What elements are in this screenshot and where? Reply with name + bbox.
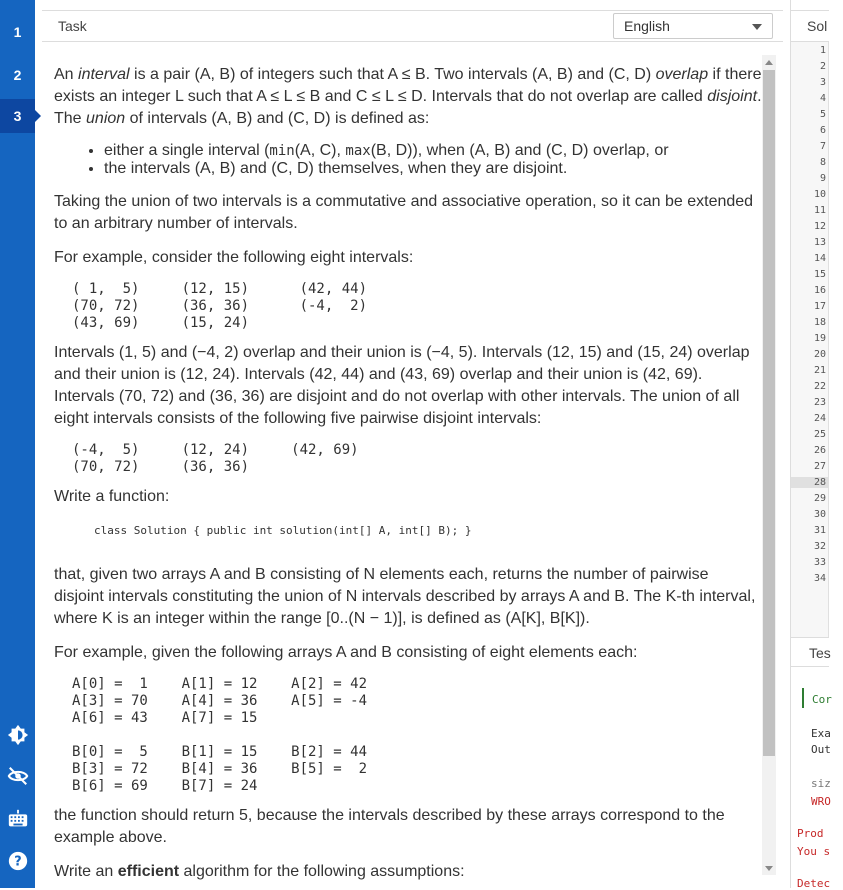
line-number: 30 <box>813 509 826 520</box>
line-number: 20 <box>813 349 826 360</box>
line-number: 33 <box>813 557 826 568</box>
paragraph-commutative: Taking the union of two intervals is a commutative and associative operation, so it can be extended to an arbitrary number of intervals. <box>54 193 754 232</box>
eye-off-icon[interactable] <box>6 764 29 787</box>
line-number: 14 <box>813 253 826 264</box>
line-number: 1 <box>819 45 826 56</box>
line-number: 9 <box>819 173 826 184</box>
paragraph-return: the function should return 5, because the intervals described by these arrays correspond to the example above. <box>54 807 725 846</box>
line-number: 13 <box>813 237 826 248</box>
task-header <box>42 10 783 42</box>
sidebar <box>0 0 35 888</box>
line-number: 24 <box>813 413 826 424</box>
disjoint-intervals-code: (-4, 5) (12, 24) (42, 69) (70, 72) (36, 36) <box>72 442 359 475</box>
line-number: 12 <box>813 221 826 232</box>
line-number: 25 <box>813 429 826 440</box>
paragraph-assumptions: Write an efficient algorithm for the following assumptions: <box>54 863 465 880</box>
paragraph-function-spec: that, given two arrays A and B consisting of N elements each, returns the number of pairwise disjoint intervals constituting the union of N intervals described by arrays A and B. The K-th interval, where K is an integer within the range [0..(N − 1)], is defined as (A[K], B[K]). <box>54 566 756 627</box>
paragraph-arrays-example: For example, given the following arrays A and B consisting of eight elements each: <box>54 644 638 661</box>
test-output-line: Prod <box>797 827 824 840</box>
scroll-up-icon[interactable] <box>765 60 773 65</box>
test-output-line: You s <box>797 845 831 858</box>
line-number: 31 <box>813 525 826 536</box>
task-title: Task <box>58 18 87 34</box>
line-number: 19 <box>813 333 826 344</box>
language-select[interactable] <box>613 13 773 39</box>
line-number: 7 <box>819 141 826 152</box>
line-number: 23 <box>813 397 826 408</box>
union-definition-list <box>104 142 762 177</box>
help-icon[interactable] <box>6 849 29 872</box>
line-number: 16 <box>813 285 826 296</box>
line-number: 28 <box>791 477 828 488</box>
test-output-line: Cor <box>812 693 832 706</box>
paragraph-example-intro: For example, consider the following eight intervals: <box>54 249 414 266</box>
chevron-down-icon <box>752 24 762 30</box>
paragraph-write-function: Write a function: <box>54 488 170 505</box>
nav-task-1[interactable]: 1 <box>13 24 22 40</box>
line-number: 32 <box>813 541 826 552</box>
line-number: 21 <box>813 365 826 376</box>
solution-header: Sol <box>791 10 829 42</box>
paragraph-definition: An interval is a pair (A, B) of integers such that A ≤ B. Two intervals (A, B) and (C, D) overlap if there exists an integer L such that A ≤ L ≤ B and C ≤ L ≤ D. Intervals that do not overlap are called disjoint. The union of intervals (A, B) and (C, D) is defined as: <box>54 66 762 127</box>
line-number: 34 <box>813 573 826 584</box>
arrays-code: A[0] = 1 A[1] = 12 A[2] = 42 A[3] = 70 A[4] = 36 A[5] = -4 A[6] = 43 A[7] = 15 B[0] = 5 B[1] = 15 B[2] = 44 B[3] = 72 B[4] = 36 B[5] = 2 B[6] = 69 B[7] = 24 <box>72 676 368 794</box>
line-number: 10 <box>813 189 826 200</box>
line-number: 6 <box>819 125 826 136</box>
line-number: 11 <box>813 205 826 216</box>
task-description <box>42 42 762 888</box>
nav-task-2[interactable]: 2 <box>13 67 22 83</box>
test-output-line: Exa <box>811 727 831 740</box>
line-number: 26 <box>813 445 826 456</box>
line-number: 4 <box>819 93 826 104</box>
line-number: 15 <box>813 269 826 280</box>
test-output-header[interactable]: Tes <box>791 637 829 667</box>
test-output-line: WRO <box>811 795 831 808</box>
line-number: 2 <box>819 61 826 72</box>
line-number: 5 <box>819 109 826 120</box>
svg-text:?: ? <box>13 854 22 870</box>
test-output-line: Detec <box>797 877 831 890</box>
line-number-gutter <box>791 42 829 637</box>
scrollbar-thumb[interactable] <box>763 70 775 756</box>
line-number: 18 <box>813 317 826 328</box>
line-number: 27 <box>813 461 826 472</box>
brightness-icon[interactable] <box>6 723 29 746</box>
list-item: • either a single interval (min(A, C), max(B, D)), when (A, B) and (C, D) overlap, or <box>104 142 762 160</box>
status-indicator <box>802 688 804 708</box>
test-output-line: Out <box>811 743 831 756</box>
line-number: 29 <box>813 493 826 504</box>
nav-task-3[interactable]: 3 <box>0 99 35 133</box>
list-item: • the intervals (A, B) and (C, D) themselves, when they are disjoint. <box>104 160 762 177</box>
line-number: 8 <box>819 157 826 168</box>
language-value: English <box>624 18 670 34</box>
line-number: 22 <box>813 381 826 392</box>
line-number: 17 <box>813 301 826 312</box>
scroll-down-icon[interactable] <box>765 866 773 871</box>
line-number: 3 <box>819 77 826 88</box>
test-output-line: siz <box>811 777 831 790</box>
function-signature: class Solution { public int solution(int[] A, int[] B); } <box>94 524 472 537</box>
paragraph-union-explanation: Intervals (1, 5) and (−4, 2) overlap and their union is (−4, 5). Intervals (12, 15) and (15, 24) overlap and their union is (12, 24). Intervals (42, 44) and (43, 69) overlap and their union is (42, 69). Intervals (70, 72) and (36, 36) are disjoint and do not overlap with other intervals. The union of all eight intervals consists of the following five pairwise disjoint intervals: <box>54 344 750 427</box>
intervals-code: ( 1, 5) (12, 15) (42, 44) (70, 72) (36, 36) (-4, 2) (43, 69) (15, 24) <box>72 281 368 331</box>
keyboard-icon[interactable] <box>6 807 29 830</box>
